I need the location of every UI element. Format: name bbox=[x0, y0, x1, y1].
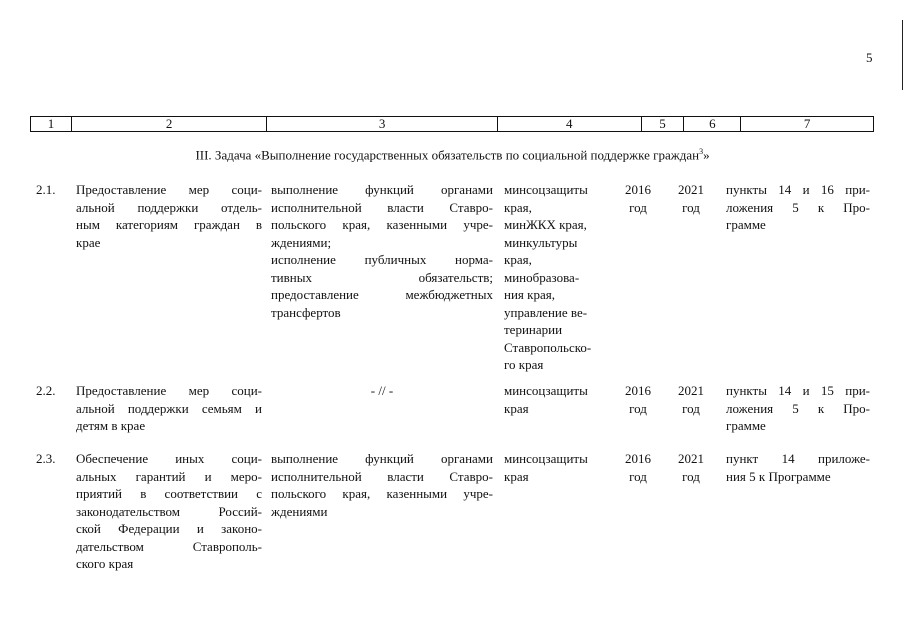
program-links-line: ложения 5 к Про- bbox=[726, 199, 870, 215]
end-year bbox=[668, 181, 714, 216]
start-year bbox=[617, 181, 659, 216]
row-number-line: 2.2. bbox=[36, 383, 56, 398]
program-links-line: ложения 5 к Про- bbox=[726, 400, 870, 416]
row-number bbox=[36, 450, 68, 468]
executors-line: края, bbox=[504, 252, 532, 267]
measure-name-line: ской Федерации и законо- bbox=[76, 521, 262, 536]
executors-line: минЖКХ края, bbox=[504, 217, 587, 232]
program-links bbox=[726, 181, 870, 234]
column-number-1: 1 bbox=[31, 117, 72, 131]
end-year-line: 2021 bbox=[678, 451, 704, 466]
measure-name bbox=[76, 181, 262, 251]
measure-name-line: дательством Ставрополь- bbox=[76, 538, 262, 554]
program-links-line: грамме bbox=[726, 418, 766, 433]
measure-name-line: Предоставление мер соци- bbox=[76, 383, 262, 398]
executors-line: края bbox=[504, 400, 529, 416]
executors bbox=[504, 181, 616, 374]
executors-line: минсоцзащиты bbox=[504, 383, 588, 398]
measure-name-line: ным категориям граждан в bbox=[76, 217, 262, 232]
row-number bbox=[36, 382, 68, 400]
executors-line: минсоцзащиты bbox=[504, 451, 588, 466]
start-year-line: 2016 bbox=[625, 451, 651, 466]
measure-name bbox=[76, 382, 262, 435]
measure-name-line: ского края bbox=[76, 556, 134, 571]
column-number-7: 7 bbox=[803, 116, 811, 131]
measure-name-line: крае bbox=[76, 234, 101, 250]
measure-name-line: законодательством Россий- bbox=[76, 503, 262, 519]
column-number-4: 4 bbox=[498, 117, 642, 131]
row-number-line: 2.3. bbox=[36, 451, 56, 466]
measure-content-line: польского края, казенными учре- bbox=[271, 217, 493, 232]
measure-content-line: исполнение публичных норма- bbox=[271, 252, 493, 267]
measure-content bbox=[271, 181, 493, 321]
end-year-line: 2021 bbox=[678, 182, 704, 197]
executors-line: края, bbox=[504, 199, 532, 215]
measure-name-line: альной поддержки отдель- bbox=[76, 199, 262, 215]
measure-name-line: приятий в соответствии с bbox=[76, 486, 262, 501]
measure-content-line: ждениями; bbox=[271, 234, 332, 250]
executors bbox=[504, 450, 616, 485]
measure-name bbox=[76, 450, 262, 573]
page-edge-rule bbox=[902, 20, 903, 90]
column-number-6: 6 bbox=[684, 117, 741, 131]
end-year bbox=[668, 382, 714, 417]
executors-line: управление ве- bbox=[504, 304, 588, 320]
executors bbox=[504, 382, 616, 417]
measure-content-line: исполнительной власти Ставро- bbox=[271, 199, 493, 215]
measure-content-line: выполнение функций органами bbox=[271, 451, 493, 466]
start-year bbox=[617, 382, 659, 417]
row-number-line: 2.1. bbox=[36, 182, 56, 197]
measure-content-line: ждениями bbox=[271, 503, 328, 519]
section-title bbox=[0, 147, 905, 163]
end-year bbox=[668, 450, 714, 485]
measure-content-line: польского края, казенными учре- bbox=[271, 486, 493, 501]
start-year-line: год bbox=[629, 400, 647, 416]
measure-name-line: альных гарантий и меро- bbox=[76, 468, 262, 484]
column-number-header bbox=[30, 116, 874, 132]
program-links-line: ния 5 к Программе bbox=[726, 468, 831, 484]
measure-name-line: детям в крае bbox=[76, 418, 146, 433]
measure-content-line: - // - bbox=[370, 383, 394, 398]
executors-line: минсоцзащиты bbox=[504, 182, 588, 197]
page-number: 5 bbox=[866, 50, 873, 65]
measure-content bbox=[271, 382, 493, 400]
start-year-line: 2016 bbox=[625, 383, 651, 398]
executors-line: минобразова- bbox=[504, 269, 580, 285]
measure-name-line: альной поддержки семьям и bbox=[76, 400, 262, 416]
start-year bbox=[617, 450, 659, 485]
end-year-line: год bbox=[682, 468, 700, 484]
measure-content-line: трансфертов bbox=[271, 304, 341, 320]
measure-content-line: исполнительной власти Ставро- bbox=[271, 468, 493, 484]
end-year-line: год bbox=[682, 199, 700, 215]
start-year-line: год bbox=[629, 199, 647, 215]
end-year-line: год bbox=[682, 400, 700, 416]
executors-line: ния края, bbox=[504, 287, 555, 302]
measure-content-line: тивных обязательств; bbox=[271, 269, 493, 285]
column-number-2: 2 bbox=[72, 117, 268, 131]
start-year-line: год bbox=[629, 468, 647, 484]
measure-name-line: Обеспечение иных соци- bbox=[76, 451, 262, 466]
measure-content-line: предоставление межбюджетных bbox=[271, 287, 493, 302]
executors-line: минкультуры bbox=[504, 234, 578, 250]
program-links-line: грамме bbox=[726, 217, 766, 232]
program-links-line: пункты 14 и 16 при- bbox=[726, 182, 870, 197]
program-links-line: пункт 14 приложе- bbox=[726, 451, 870, 466]
end-year-line: 2021 bbox=[678, 383, 704, 398]
program-links bbox=[726, 450, 870, 485]
program-links-line: пункты 14 и 15 при- bbox=[726, 383, 870, 398]
measure-content-line: выполнение функций органами bbox=[271, 182, 493, 197]
column-number-5: 5 bbox=[642, 117, 685, 131]
section-title-closing: » bbox=[703, 147, 710, 163]
start-year-line: 2016 bbox=[625, 182, 651, 197]
executors-line: края bbox=[504, 468, 529, 484]
column-number-3: 3 bbox=[267, 117, 497, 131]
row-number bbox=[36, 181, 68, 199]
measure-name-line: Предоставление мер соци- bbox=[76, 182, 262, 197]
executors-line: го края bbox=[504, 357, 544, 372]
program-links bbox=[726, 382, 870, 435]
measure-content bbox=[271, 450, 493, 520]
section-title-text: III. Задача «Выполнение государственных обязательств по социальной поддержке граждан bbox=[195, 147, 700, 163]
executors-line: Ставропольско- bbox=[504, 339, 592, 355]
section-title-footnote: 3 bbox=[699, 147, 704, 156]
executors-line: теринарии bbox=[504, 322, 563, 337]
